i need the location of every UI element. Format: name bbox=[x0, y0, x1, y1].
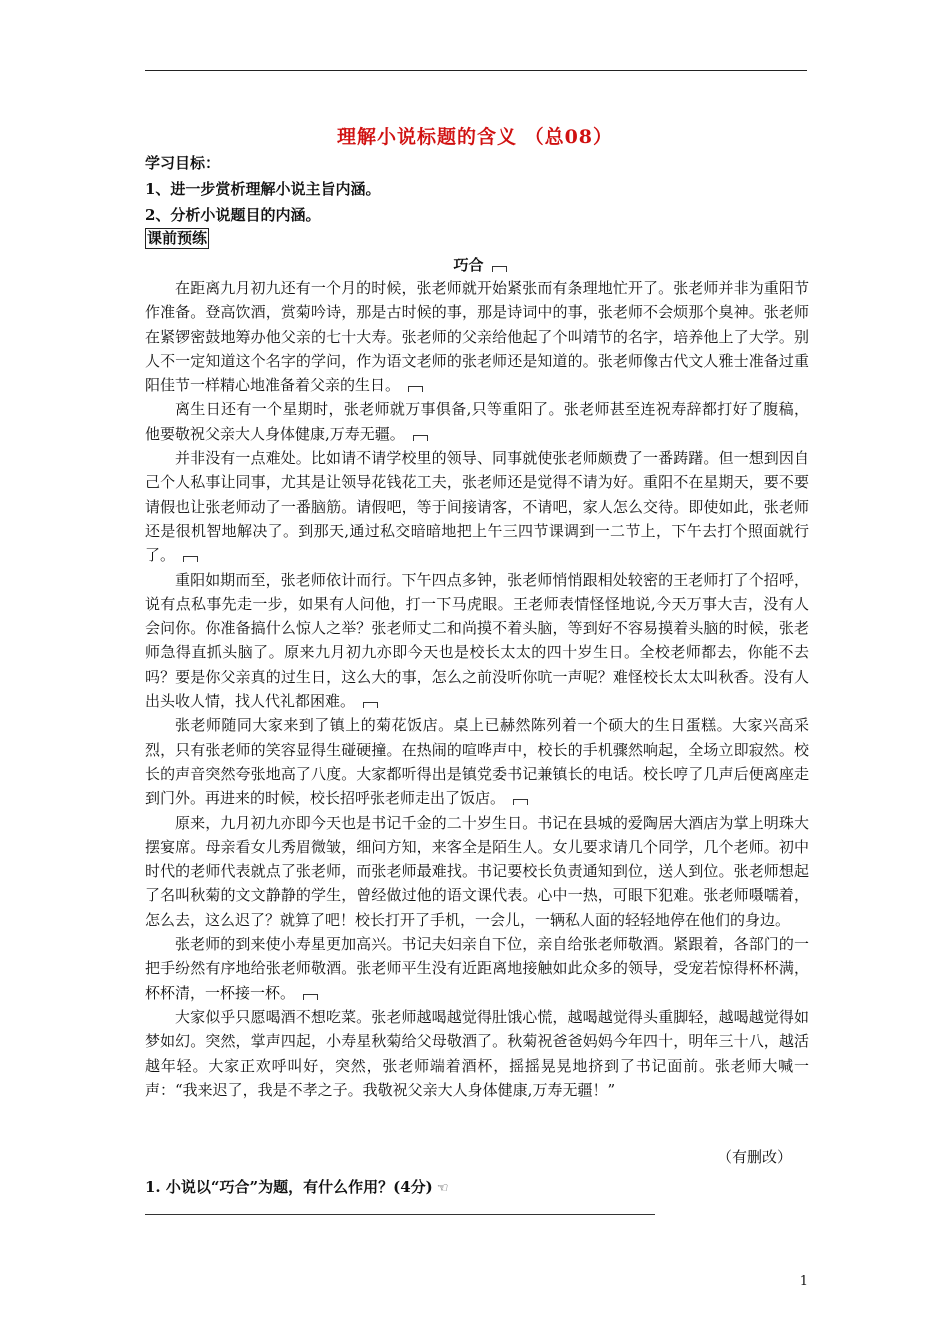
paragraph-text: 大家似乎只愿喝酒不想吃菜。张老师越喝越觉得肚饿心慌，越喝越觉得头重脚轻，越喝越觉得如梦如幻。突然，掌声四起，小寿星秋菊给父母敬酒了。秋菊祝爸爸妈妈今年四十，明年三十八，越活越年轻。大家正欢呼叫好，突然，张老师端着酒杯，摇摇晃晃地挤到了书记面前。张老师大喊一声：“我来迟了，我是不孝之子。我敬祝父亲大人身体健康,万寿无疆！” bbox=[145, 1007, 809, 1099]
objectives-heading: 学习目标： bbox=[145, 154, 221, 172]
question-text: 1. 小说以“巧合”为题，有什么作用？(4分) bbox=[145, 1178, 433, 1196]
paragraph-mark-icon bbox=[513, 799, 528, 805]
page-title: 理解小说标题的含义 （总08） bbox=[336, 126, 614, 148]
story-paragraph bbox=[145, 397, 809, 446]
story-title-text: 巧合 bbox=[453, 256, 484, 274]
story-body bbox=[145, 276, 809, 1102]
paragraph-mark-icon bbox=[183, 556, 198, 562]
objective-item: 1、进一步赏析理解小说主旨内涵。 bbox=[145, 180, 381, 198]
story-paragraph bbox=[145, 276, 809, 397]
source-note: （有删改） bbox=[716, 1148, 792, 1166]
question-1 bbox=[145, 1176, 448, 1197]
header-rule bbox=[145, 70, 807, 71]
story-paragraph bbox=[145, 811, 809, 932]
paragraph-text: 离生日还有一个星期时，张老师就万事俱备,只等重阳了。张老师甚至连祝寿辞都打好了腹稿，他要敬祝父亲大人身体健康,万寿无疆。 bbox=[145, 400, 809, 443]
page-number: 1 bbox=[799, 1274, 808, 1289]
paragraph-text: 在距离九月初九还有一个月的时候，张老师就开始紧张而有条理地忙开了。张老师并非为重阳节作准备。登高饮酒，赏菊吟诗，那是古时候的事，那是诗词中的事，张老师不会烦那个臭神。张老师在紧锣密鼓地筹办他父亲的七十大寿。张老师的父亲给他起了个叫靖节的名字，培养他上了大学。别人不一定知道这个名字的学问，作为语文老师的张老师还是知道的。张老师像古代文人雅士准备过重阳佳节一样精心地准备着父亲的生日。 bbox=[145, 279, 809, 395]
paragraph-mark-icon bbox=[303, 994, 318, 1000]
answer-line[interactable] bbox=[145, 1214, 655, 1215]
story-paragraph bbox=[145, 932, 809, 1005]
story-paragraph bbox=[145, 713, 809, 810]
objective-item: 2、分析小说题目的内涵。 bbox=[145, 206, 321, 224]
paragraph-mark-icon bbox=[408, 386, 423, 392]
paragraph-text: 原来，九月初九亦即今天也是书记千金的二十岁生日。书记在县城的爱陶居大酒店为掌上明珠大摆宴席。母亲看女儿秀眉微皱，细问方知，来客全是陌生人。女儿要求请几个同学，几个老师。初中时代的老师代表就点了张老师，而张老师最难找。书记要校长负责通知到位，送人到位。张老师想起了名叫秋菊的文文静静的学生，曾经做过他的语文课代表。心中一热，可眼下犯难。张老师嗫嚅着，怎么去，这么迟了？就算了吧！校长打开了手机，一会儿，一辆私人面的轻轻地停在他们的身边。 bbox=[145, 813, 809, 929]
section-label: 课前预练 bbox=[147, 229, 208, 247]
story-paragraph bbox=[145, 446, 809, 567]
paragraph-text: 重阳如期而至，张老师依计而行。下午四点多钟，张老师悄悄跟相处较密的王老师打了个招呼，说有点私事先走一步，如果有人问他，打一下马虎眼。王老师表情怪怪地说,今天万事大吉，没有人会问你。你准备搞什么惊人之举？张老师丈二和尚摸不着头脑，等到好不容易摸着头脑的时候，张老师急得直抓头脑了。原来九月初九亦即今天也是校长太太的四十岁生日。全校老师都去，你能不去吗？要是你父亲真的过生日，这么大的事，怎么之前没听你吭一声呢？难怪校长太太叫秋香。没有人出头收人情，找人代礼都困难。 bbox=[145, 570, 809, 711]
paragraph-mark-icon bbox=[492, 266, 507, 272]
paragraph-text: 张老师的到来使小寿星更加高兴。书记夫妇亲自下位，亲自给张老师敬酒。紧跟着，各部门的一把手纷然有序地给张老师敬酒。张老师平生没有近距离地接触如此众多的领导，受宠若惊得杯杯满，杯杯清，一杯接一杯。 bbox=[145, 935, 809, 1002]
paragraph-text: 并非没有一点难处。比如请不请学校里的领导、同事就使张老师颇费了一番踌躇。但一想到因自己个人私事让同事，尤其是让领导花钱花工夫，张老师还是觉得不请为好。重阳不在星期天，要不要请假也让张老师动了一番脑筋。请假吧，等于间接请客，不请吧，家人怎么交待。即使如此，张老师还是很机智地解决了。到那天,通过私交暗暗地把上午三四节课调到一二节上，下午去打个照面就行了。 bbox=[145, 449, 809, 565]
pointing-hand-icon: ☜ bbox=[436, 1181, 449, 1196]
paragraph-mark-icon bbox=[413, 435, 428, 441]
paragraph-mark-icon bbox=[363, 702, 378, 708]
story-title bbox=[0, 254, 950, 275]
paragraph-text: 张老师随同大家来到了镇上的菊花饭店。桌上已赫然陈列着一个硕大的生日蛋糕。大家兴高采烈，只有张老师的笑容显得生碰硬撞。在热闹的喧哗声中，校长的手机骤然响起，全场立即寂然。校长的声音突然夸张地高了八度。大家都听得出是镇党委书记兼镇长的电话。校长哼了几声后便离座走到门外。再进来的时候，校长招呼张老师走出了饭店。 bbox=[145, 716, 809, 808]
story-paragraph bbox=[145, 568, 809, 714]
story-paragraph bbox=[145, 1005, 809, 1102]
